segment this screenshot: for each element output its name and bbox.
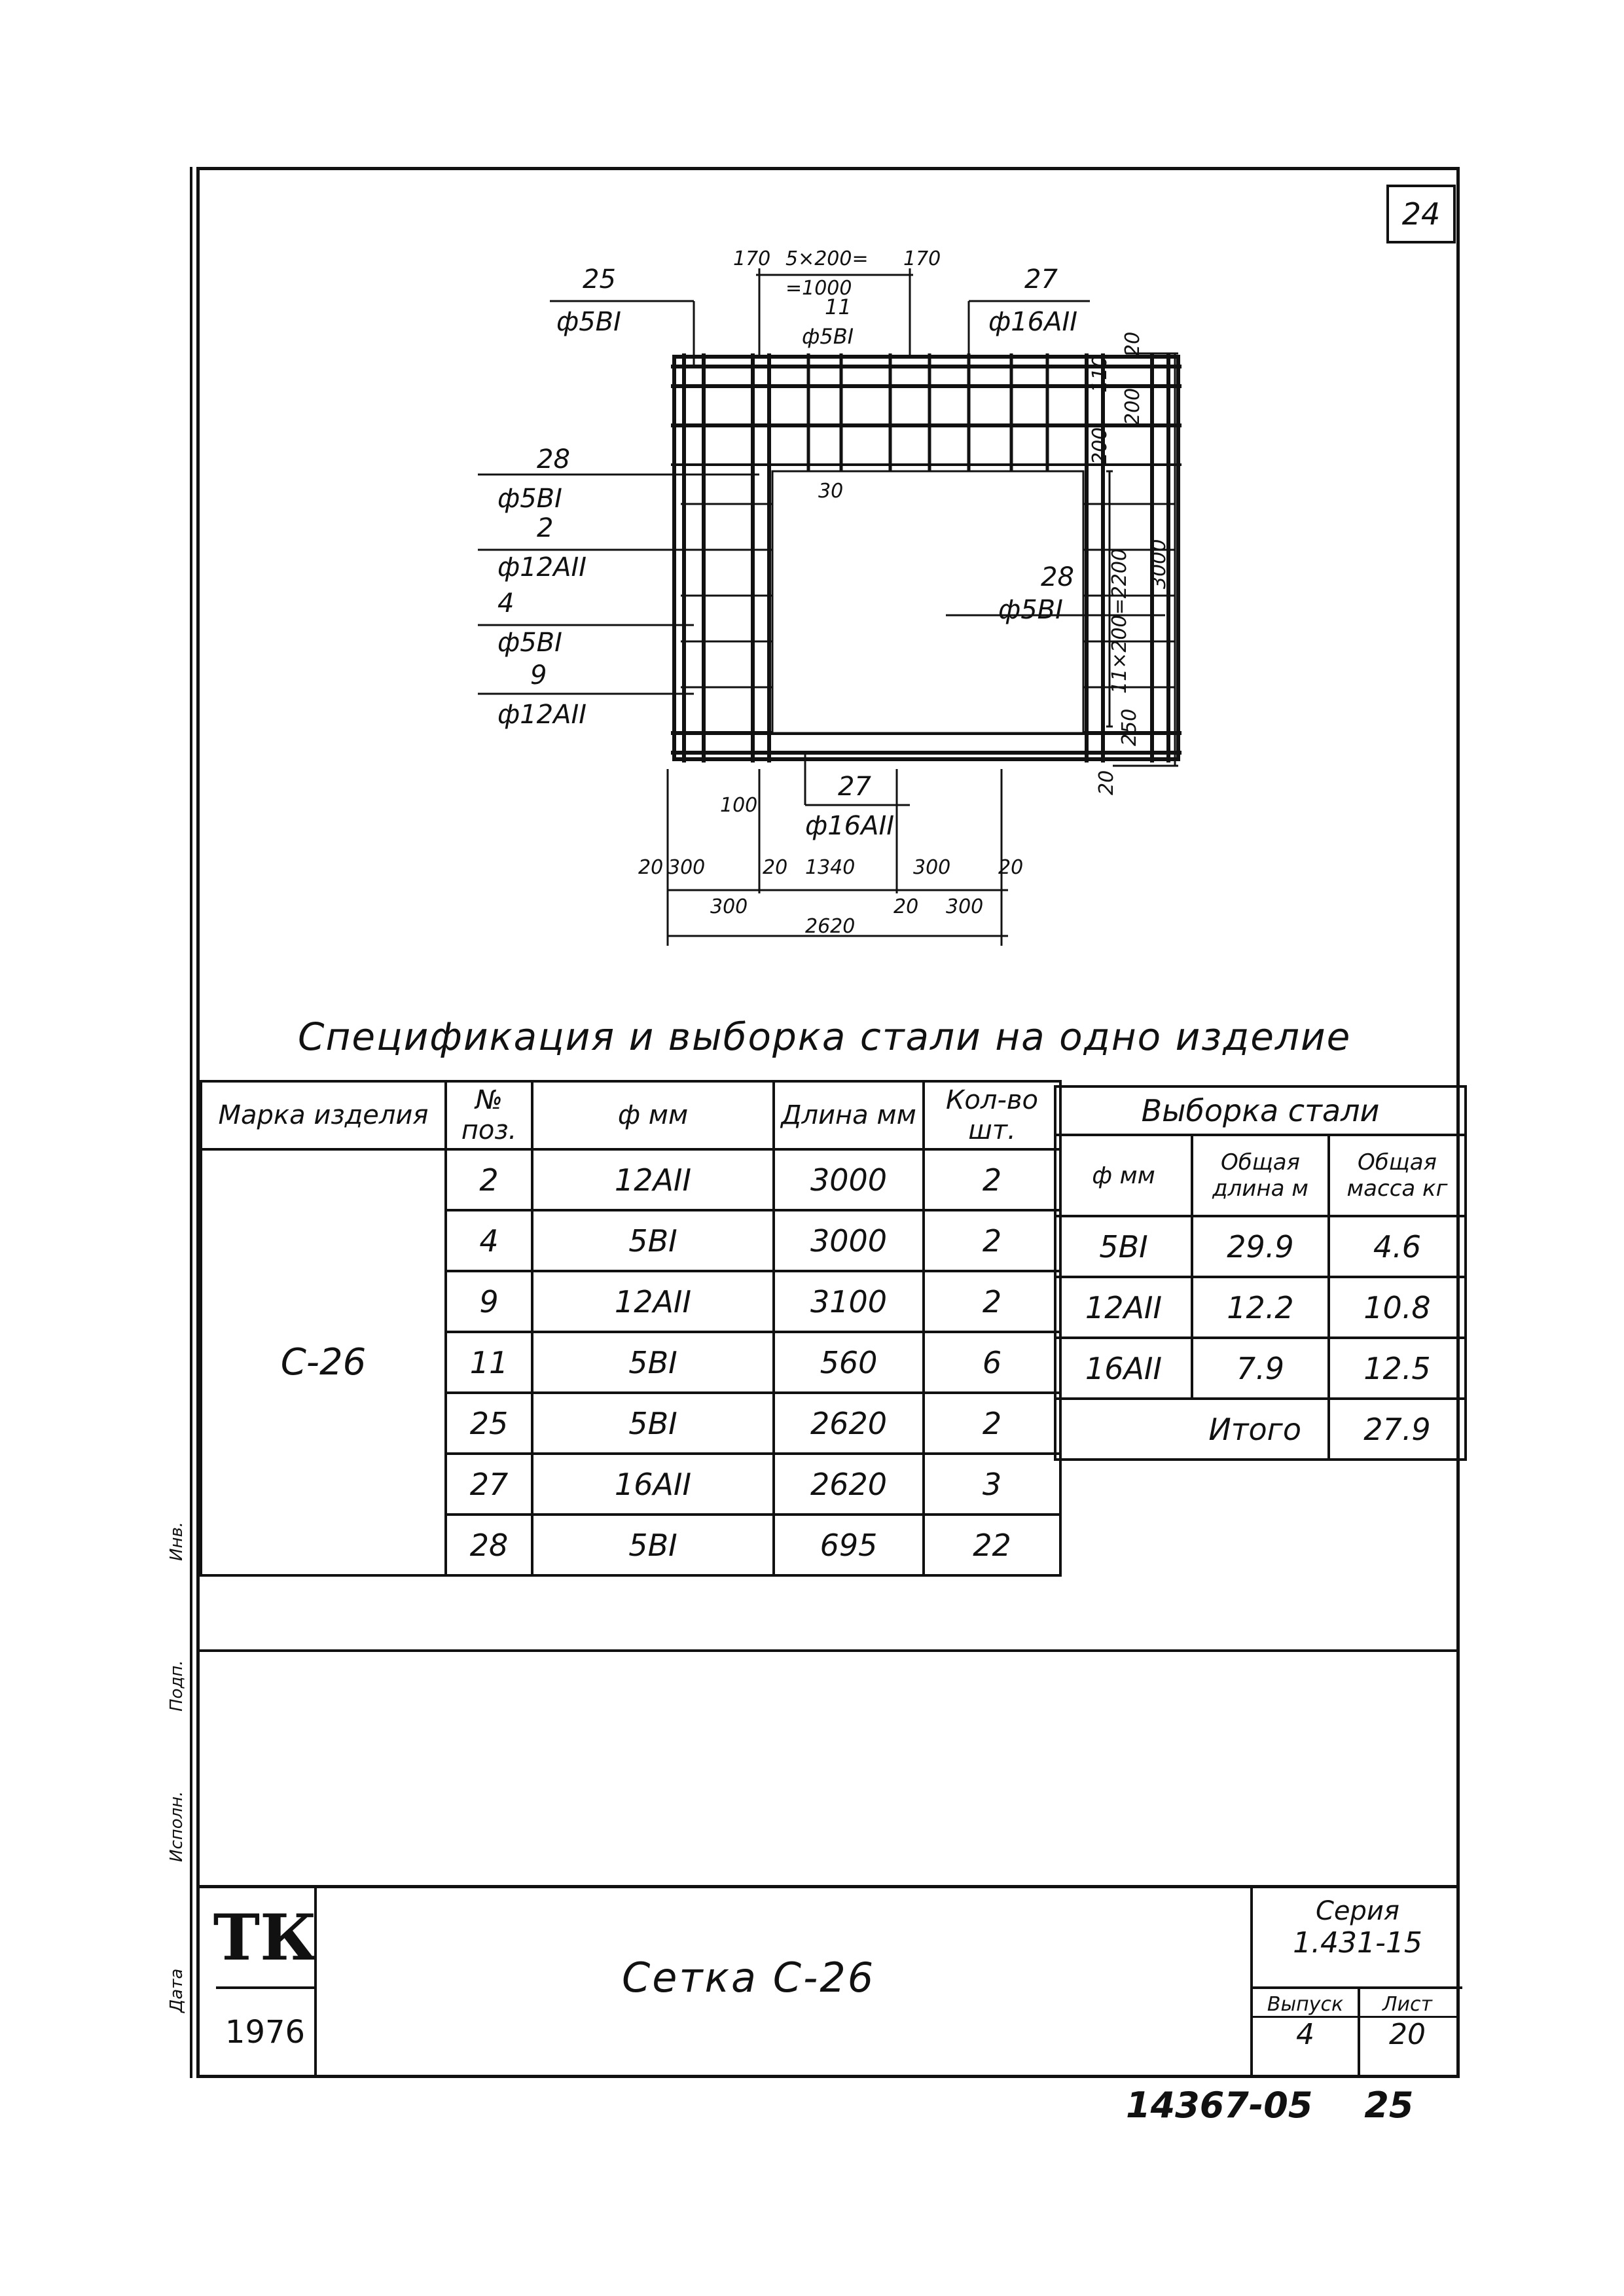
row-qty: 2 (924, 1149, 1060, 1210)
hdr-qty: Кол-во шт. (924, 1081, 1060, 1149)
dim-top-mid2: =1000 (785, 277, 852, 300)
side-label-exec: Исполн. (167, 1791, 187, 1862)
table-row (1055, 1277, 1466, 1338)
side-label-sign: Подп. (167, 1660, 187, 1712)
sel-length: 7.9 (1192, 1338, 1329, 1399)
dim-top-left: 170 (733, 247, 771, 270)
row-qty: 3 (924, 1454, 1060, 1515)
callout-2-bar: ф12АII (497, 552, 587, 583)
dim-bottom-300d: 300 (946, 895, 984, 918)
callout-28-pos: 28 (537, 444, 570, 475)
dim-bottom-300a: 300 (668, 856, 706, 879)
row-qty: 22 (924, 1515, 1060, 1575)
callout-28b-pos: 28 (1041, 562, 1074, 592)
dim-right-3000: 3000 (1147, 539, 1170, 589)
row-length: 695 (774, 1515, 924, 1575)
row-length: 3100 (774, 1271, 924, 1332)
stamp-year-cell (216, 1986, 317, 2078)
row-pos: 9 (446, 1271, 532, 1332)
hdr-length: Длина мм (774, 1081, 924, 1149)
mark-value: С-26 (201, 1149, 446, 1575)
dim-bottom-20d: 20 (998, 856, 1024, 879)
row-dia: 12АII (532, 1149, 774, 1210)
stamp-year: 1976 (225, 2014, 306, 2051)
row-dia: 16АII (532, 1454, 774, 1515)
sel-dia: 16АII (1055, 1338, 1192, 1399)
stamp-title: Сетка С-26 (622, 1954, 876, 2001)
callout-11-bar: ф5ВI (802, 324, 854, 349)
row-dia: 5ВI (532, 1393, 774, 1454)
title-stamp (196, 1885, 1460, 2078)
row-pos: 11 (446, 1332, 532, 1393)
callout-27-bar: ф16АII (988, 307, 1078, 337)
page-number: 25 (1364, 2085, 1414, 2126)
dim-right-250: 250 (1118, 708, 1141, 746)
dim-right-200b: 200 (1089, 427, 1111, 465)
stamp-series-cell (1250, 1888, 1462, 1989)
row-pos: 4 (446, 1210, 532, 1271)
sheet-label: Лист (1355, 1993, 1460, 2018)
dim-bottom-300b: 300 (710, 895, 748, 918)
row-qty: 2 (924, 1271, 1060, 1332)
dim-bottom-300c: 300 (913, 856, 951, 879)
callout-27b-pos: 27 (838, 772, 871, 802)
tk-logo: ТК (213, 1900, 317, 1975)
table-row (1055, 1216, 1466, 1277)
dim-inner-30: 30 (818, 480, 844, 503)
sel-hdr-length: Общая длина м (1192, 1135, 1329, 1216)
hdr-dia: ф мм (532, 1081, 774, 1149)
dim-right-20b: 20 (1095, 770, 1118, 795)
sel-header-row (1055, 1135, 1466, 1216)
dim-top-mid: 5×200= (785, 247, 869, 270)
dim-bottom-20c: 20 (893, 895, 919, 918)
side-stamp-labels (164, 1473, 190, 2075)
row-pos: 25 (446, 1393, 532, 1454)
sel-length: 29.9 (1192, 1216, 1329, 1277)
sel-hdr-mass: Общая масса кг (1329, 1135, 1466, 1216)
table-bottom-line (196, 1649, 1460, 1652)
stamp-logo-cell (213, 1888, 317, 1989)
callout-25-pos: 25 (583, 264, 616, 295)
sheet-number: 24 (1401, 196, 1441, 232)
callout-2-pos: 2 (537, 513, 554, 543)
series-value: 1.431-15 (1293, 1926, 1422, 1960)
sel-hdr-dia: ф мм (1055, 1135, 1192, 1216)
side-label-date: Дата (167, 1968, 187, 2013)
sel-total-value: 27.9 (1329, 1399, 1466, 1460)
dim-right-200a: 200 (1121, 387, 1144, 425)
row-dia: 12АII (532, 1271, 774, 1332)
dim-bottom-100: 100 (720, 794, 758, 817)
row-length: 560 (774, 1332, 924, 1393)
row-pos: 28 (446, 1515, 532, 1575)
row-length: 3000 (774, 1149, 924, 1210)
table-row (201, 1149, 1060, 1210)
row-dia: 5ВI (532, 1210, 774, 1271)
spec-table (200, 1080, 1062, 1577)
sel-title: Выборка стали (1055, 1086, 1466, 1135)
callout-9-pos: 9 (530, 660, 547, 691)
dim-bottom-1340: 1340 (805, 856, 856, 879)
dim-bottom-20a: 20 (638, 856, 664, 879)
issue-value: 4 (1296, 2018, 1314, 2051)
callout-25-bar: ф5ВI (556, 307, 621, 337)
callout-28-bar: ф5ВI (497, 484, 562, 514)
sheet-value: 20 (1389, 2018, 1426, 2051)
row-dia: 5ВI (532, 1515, 774, 1575)
callout-27b-bar: ф16АII (805, 811, 895, 841)
sel-length: 12.2 (1192, 1277, 1329, 1338)
document-footer (1126, 2085, 1413, 2126)
sel-dia: 12АII (1055, 1277, 1192, 1338)
sel-title-row (1055, 1086, 1466, 1135)
callout-4-pos: 4 (497, 588, 514, 619)
stamp-issue-cell (1250, 1986, 1360, 2078)
spec-title: Спецификация и выборка стали на одно изделие (298, 1014, 1352, 1059)
row-pos: 27 (446, 1454, 532, 1515)
callout-4-bar: ф5ВI (497, 628, 562, 658)
dim-top-right: 170 (903, 247, 941, 270)
sel-mass: 10.8 (1329, 1277, 1466, 1338)
callout-28b-bar: ф5ВI (998, 595, 1063, 625)
row-qty: 2 (924, 1393, 1060, 1454)
dim-right-110: 110 (1089, 355, 1111, 393)
series-label: Серия (1316, 1896, 1399, 1926)
table-row (1055, 1338, 1466, 1399)
sel-total-row (1055, 1399, 1466, 1460)
stamp-sheet-cell (1355, 1986, 1460, 2078)
callout-27-pos: 27 (1024, 264, 1058, 295)
sel-dia: 5ВI (1055, 1216, 1192, 1277)
callout-11-pos: 11 (825, 295, 852, 319)
spec-header-row (201, 1081, 1060, 1149)
mesh-drawing (0, 0, 1624, 1021)
sel-mass: 4.6 (1329, 1216, 1466, 1277)
dim-right-20: 20 (1121, 331, 1144, 357)
row-length: 2620 (774, 1454, 924, 1515)
dim-bottom-total: 2620 (805, 915, 856, 938)
row-length: 2620 (774, 1393, 924, 1454)
callout-9-bar: ф12АII (497, 700, 587, 730)
sel-mass: 12.5 (1329, 1338, 1466, 1399)
side-label-inv: Инв. (167, 1521, 187, 1561)
row-pos: 2 (446, 1149, 532, 1210)
row-qty: 6 (924, 1332, 1060, 1393)
row-length: 3000 (774, 1210, 924, 1271)
dim-bottom-20b: 20 (763, 856, 788, 879)
dim-right-span: 11×200=2200 (1108, 548, 1131, 694)
steel-selection-table (1054, 1085, 1467, 1461)
hdr-pos: № поз. (446, 1081, 532, 1149)
sel-total-label: Итого (1055, 1399, 1329, 1460)
row-dia: 5ВI (532, 1332, 774, 1393)
row-qty: 2 (924, 1210, 1060, 1271)
hdr-mark: Марка изделия (201, 1081, 446, 1149)
issue-label: Выпуск (1253, 1993, 1358, 2018)
doc-number: 14367-05 (1126, 2085, 1313, 2126)
